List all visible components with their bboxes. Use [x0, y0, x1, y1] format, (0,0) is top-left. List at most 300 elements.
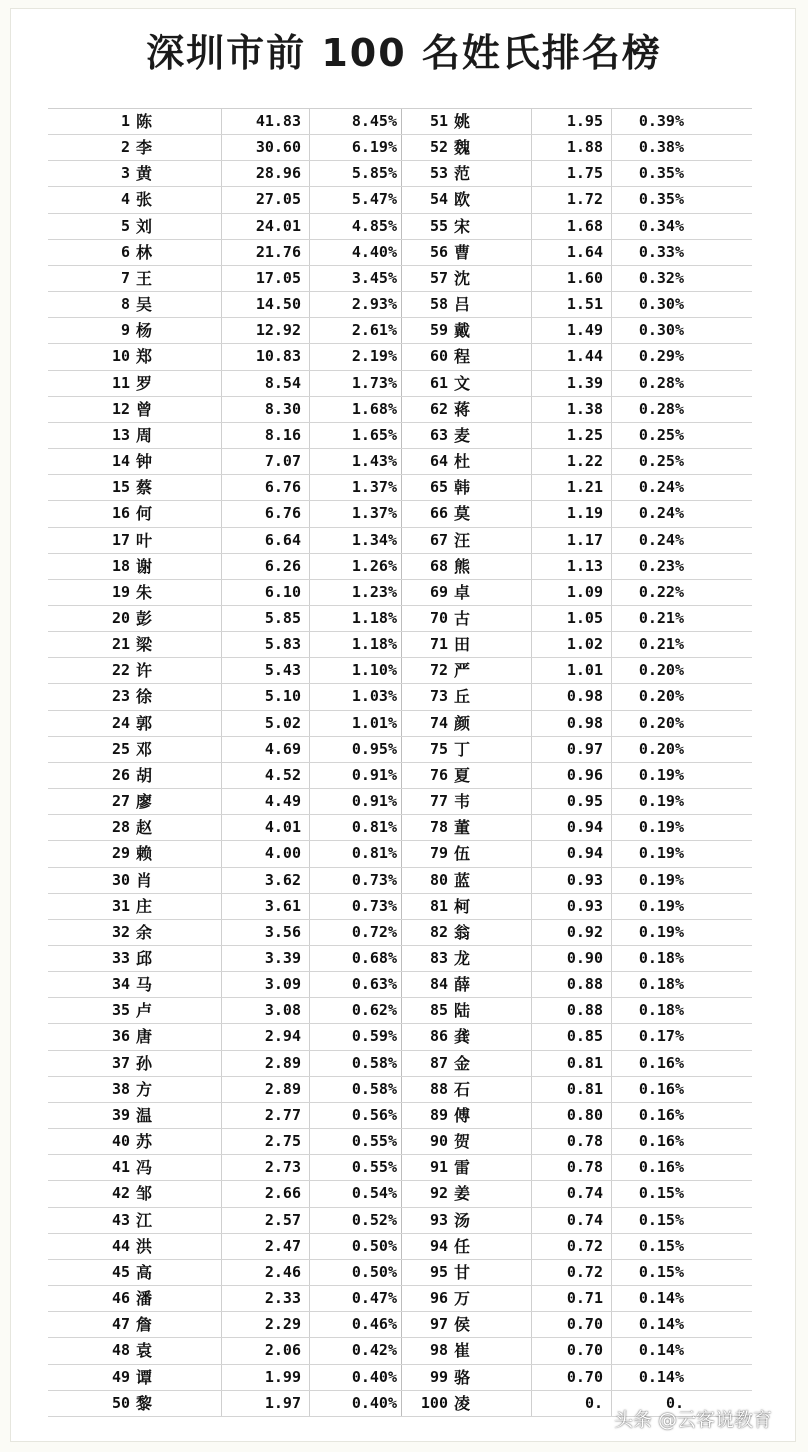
percent-cell: 0.20%	[638, 687, 684, 706]
count-cell: 12.92	[222, 318, 310, 343]
percent-cell: 0.21%	[638, 635, 684, 654]
surname-cell: 伍	[452, 841, 532, 866]
surname-cell: 马	[134, 972, 222, 997]
surname-cell: 黄	[134, 161, 222, 186]
count-cell: 0.81	[532, 1051, 612, 1076]
surname-cell: 肖	[134, 868, 222, 893]
percent-cell: 0.16%	[638, 1158, 684, 1177]
rank-cell: 78	[429, 818, 448, 837]
percent-cell: 0.20%	[638, 739, 684, 758]
table-row	[48, 894, 752, 920]
rank-cell: 86	[429, 1027, 448, 1046]
count-cell: 4.49	[222, 789, 310, 814]
table-row	[48, 1155, 752, 1181]
table-row	[48, 658, 752, 684]
rank-cell: 15	[111, 478, 130, 497]
surname-cell: 朱	[134, 580, 222, 605]
percent-cell: 0.16%	[638, 1132, 684, 1151]
rank-cell: 75	[429, 739, 448, 758]
surname-cell: 洪	[134, 1234, 222, 1259]
table-row	[48, 109, 752, 135]
table-row	[48, 1260, 752, 1286]
surname-cell: 彭	[134, 606, 222, 631]
count-cell: 5.02	[222, 711, 310, 736]
table-row	[48, 920, 752, 946]
percent-cell: 0.30%	[638, 321, 684, 340]
count-cell: 1.17	[532, 528, 612, 553]
percent-cell: 0.14%	[638, 1315, 684, 1334]
percent-cell: 0.63%	[310, 972, 402, 997]
table-row	[48, 763, 752, 789]
table-row	[48, 240, 752, 266]
rank-cell: 35	[111, 1001, 130, 1020]
percent-cell: 0.47%	[310, 1286, 402, 1311]
count-cell: 6.76	[222, 501, 310, 526]
surname-cell: 潘	[134, 1286, 222, 1311]
percent-cell: 0.38%	[638, 138, 684, 157]
rank-cell: 81	[429, 896, 448, 915]
table-row	[48, 632, 752, 658]
rank-cell: 76	[429, 765, 448, 784]
count-cell: 1.02	[532, 632, 612, 657]
surname-cell: 庄	[134, 894, 222, 919]
rank-cell: 6	[120, 242, 130, 261]
rank-cell: 66	[429, 504, 448, 523]
table-row	[48, 998, 752, 1024]
percent-cell: 4.40%	[310, 240, 402, 265]
count-cell: 14.50	[222, 292, 310, 317]
surname-cell: 黎	[134, 1391, 222, 1416]
rank-cell: 38	[111, 1079, 130, 1098]
surname-cell: 古	[452, 606, 532, 631]
surname-cell: 丁	[452, 737, 532, 762]
surname-cell: 张	[134, 187, 222, 212]
count-cell: 1.88	[532, 135, 612, 160]
surname-cell: 孙	[134, 1051, 222, 1076]
rank-cell: 17	[111, 530, 130, 549]
percent-cell: 1.43%	[310, 449, 402, 474]
count-cell: 1.19	[532, 501, 612, 526]
percent-cell: 0.33%	[638, 242, 684, 261]
rank-cell: 82	[429, 922, 448, 941]
rank-cell: 96	[429, 1289, 448, 1308]
count-cell: 3.62	[222, 868, 310, 893]
surname-cell: 高	[134, 1260, 222, 1285]
table-row	[48, 554, 752, 580]
table-row	[48, 684, 752, 710]
rank-cell: 20	[111, 608, 130, 627]
percent-cell: 0.91%	[310, 789, 402, 814]
surname-cell: 魏	[452, 135, 532, 160]
percent-cell: 2.19%	[310, 344, 402, 369]
count-cell: 2.73	[222, 1155, 310, 1180]
rank-cell: 28	[111, 818, 130, 837]
count-cell: 5.83	[222, 632, 310, 657]
percent-cell: 0.81%	[310, 815, 402, 840]
percent-cell: 0.17%	[638, 1027, 684, 1046]
rank-cell: 50	[111, 1393, 130, 1412]
rank-cell: 70	[429, 608, 448, 627]
rank-cell: 45	[111, 1262, 130, 1281]
count-cell: 0.93	[532, 868, 612, 893]
surname-cell: 邱	[134, 946, 222, 971]
percent-cell: 0.25%	[638, 425, 684, 444]
percent-cell: 0.29%	[638, 347, 684, 366]
surname-cell: 温	[134, 1103, 222, 1128]
table-row	[48, 1077, 752, 1103]
table-row	[48, 318, 752, 344]
percent-cell: 0.16%	[638, 1105, 684, 1124]
table-row	[48, 972, 752, 998]
surname-cell: 崔	[452, 1338, 532, 1363]
surname-cell: 任	[452, 1234, 532, 1259]
percent-cell: 6.19%	[310, 135, 402, 160]
count-cell: 1.05	[532, 606, 612, 631]
table-row	[48, 841, 752, 867]
count-cell: 2.57	[222, 1208, 310, 1233]
rank-cell: 32	[111, 922, 130, 941]
count-cell: 1.64	[532, 240, 612, 265]
percent-cell: 0.81%	[310, 841, 402, 866]
rank-cell: 73	[429, 687, 448, 706]
percent-cell: 0.18%	[638, 949, 684, 967]
percent-cell: 0.21%	[638, 608, 684, 627]
table-row	[48, 135, 752, 161]
percent-cell: 8.45%	[310, 109, 402, 134]
percent-cell: 0.14%	[638, 1367, 684, 1386]
surname-cell: 冯	[134, 1155, 222, 1180]
rank-cell: 5	[120, 216, 130, 235]
percent-cell: 0.73%	[310, 894, 402, 919]
surname-cell: 叶	[134, 528, 222, 553]
table-row	[48, 397, 752, 423]
rank-cell: 27	[111, 792, 130, 811]
count-cell: 4.00	[222, 841, 310, 866]
surname-cell: 丘	[452, 684, 532, 709]
count-cell: 24.01	[222, 214, 310, 239]
surname-cell: 梁	[134, 632, 222, 657]
percent-cell: 0.50%	[310, 1234, 402, 1259]
count-cell: 1.09	[532, 580, 612, 605]
rank-cell: 100	[420, 1393, 448, 1412]
percent-cell: 0.50%	[310, 1260, 402, 1285]
count-cell: 0.74	[532, 1181, 612, 1206]
rank-cell: 24	[111, 713, 130, 732]
rank-cell: 91	[429, 1158, 448, 1177]
surname-cell: 卢	[134, 998, 222, 1023]
table-row	[48, 1365, 752, 1391]
percent-cell: 0.15%	[638, 1210, 684, 1229]
surname-cell: 詹	[134, 1312, 222, 1337]
surname-cell: 蔡	[134, 475, 222, 500]
surname-cell: 金	[452, 1051, 532, 1076]
count-cell: 0.85	[532, 1024, 612, 1049]
table-row	[48, 737, 752, 763]
rank-cell: 1	[120, 112, 130, 130]
rank-cell: 74	[429, 713, 448, 732]
table-row	[48, 711, 752, 737]
surname-cell: 谢	[134, 554, 222, 579]
surname-cell: 谭	[134, 1365, 222, 1390]
rank-cell: 4	[120, 190, 130, 209]
surname-cell: 杜	[452, 449, 532, 474]
count-cell: 0.70	[532, 1312, 612, 1337]
rank-cell: 51	[429, 112, 448, 130]
rank-cell: 63	[429, 425, 448, 444]
count-cell: 1.49	[532, 318, 612, 343]
rank-cell: 9	[120, 321, 130, 340]
count-cell: 0.78	[532, 1129, 612, 1154]
surname-cell: 江	[134, 1208, 222, 1233]
rank-cell: 3	[120, 164, 130, 183]
count-cell: 3.39	[222, 946, 310, 971]
rank-cell: 7	[120, 268, 130, 287]
surname-cell: 钟	[134, 449, 222, 474]
rank-cell: 8	[120, 295, 130, 314]
count-cell: 0.98	[532, 711, 612, 736]
count-cell: 41.83	[222, 109, 310, 134]
surname-cell: 何	[134, 501, 222, 526]
count-cell: 2.33	[222, 1286, 310, 1311]
rank-cell: 26	[111, 765, 130, 784]
count-cell: 2.06	[222, 1338, 310, 1363]
table-row	[48, 475, 752, 501]
percent-cell: 1.03%	[310, 684, 402, 709]
count-cell: 1.21	[532, 475, 612, 500]
rank-cell: 67	[429, 530, 448, 549]
surname-cell: 杨	[134, 318, 222, 343]
rank-cell: 99	[429, 1367, 448, 1386]
rank-cell: 88	[429, 1079, 448, 1098]
count-cell: 0.80	[532, 1103, 612, 1128]
surname-cell: 徐	[134, 684, 222, 709]
percent-cell: 0.23%	[638, 556, 684, 575]
surname-cell: 侯	[452, 1312, 532, 1337]
percent-cell: 0.52%	[310, 1208, 402, 1233]
surname-cell: 赵	[134, 815, 222, 840]
count-cell: 2.66	[222, 1181, 310, 1206]
rank-cell: 42	[111, 1184, 130, 1203]
percent-cell: 0.91%	[310, 763, 402, 788]
count-cell: 1.01	[532, 658, 612, 683]
rank-cell: 89	[429, 1105, 448, 1124]
percent-cell: 0.35%	[638, 164, 684, 183]
surname-cell: 王	[134, 266, 222, 291]
surname-cell: 石	[452, 1077, 532, 1102]
count-cell: 0.78	[532, 1155, 612, 1180]
rank-cell: 56	[429, 242, 448, 261]
percent-cell: 0.46%	[310, 1312, 402, 1337]
surname-cell: 罗	[134, 371, 222, 396]
percent-cell: 0.28%	[638, 373, 684, 392]
count-cell: 0.88	[532, 972, 612, 997]
count-cell: 1.44	[532, 344, 612, 369]
count-cell: 0.71	[532, 1286, 612, 1311]
percent-cell: 1.73%	[310, 371, 402, 396]
surname-cell: 胡	[134, 763, 222, 788]
rank-cell: 53	[429, 164, 448, 183]
count-cell: 0.88	[532, 998, 612, 1023]
surname-cell: 欧	[452, 187, 532, 212]
percent-cell: 0.18%	[638, 975, 684, 994]
surname-cell: 廖	[134, 789, 222, 814]
percent-cell: 0.22%	[638, 582, 684, 601]
table-row	[48, 214, 752, 240]
surname-cell: 陈	[134, 109, 222, 134]
rank-cell: 47	[111, 1315, 130, 1334]
table-row	[48, 344, 752, 370]
count-cell: 2.47	[222, 1234, 310, 1259]
count-cell: 0.98	[532, 684, 612, 709]
count-cell: 1.95	[532, 109, 612, 134]
count-cell: 4.01	[222, 815, 310, 840]
rank-cell: 30	[111, 870, 130, 889]
rank-cell: 12	[111, 399, 130, 418]
percent-cell: 1.68%	[310, 397, 402, 422]
percent-cell: 0.55%	[310, 1155, 402, 1180]
count-cell: 6.76	[222, 475, 310, 500]
rank-cell: 19	[111, 582, 130, 601]
count-cell: 0.74	[532, 1208, 612, 1233]
surname-cell: 郭	[134, 711, 222, 736]
count-cell: 2.94	[222, 1024, 310, 1049]
rank-cell: 11	[111, 373, 130, 392]
rank-cell: 93	[429, 1210, 448, 1229]
table-row	[48, 187, 752, 213]
percent-cell: 0.95%	[310, 737, 402, 762]
rank-cell: 83	[429, 949, 448, 967]
surname-cell: 宋	[452, 214, 532, 239]
count-cell: 0.97	[532, 737, 612, 762]
percent-cell: 0.14%	[638, 1289, 684, 1308]
percent-cell: 3.45%	[310, 266, 402, 291]
surname-cell: 曾	[134, 397, 222, 422]
percent-cell: 5.85%	[310, 161, 402, 186]
surname-cell: 董	[452, 815, 532, 840]
percent-cell: 2.93%	[310, 292, 402, 317]
count-cell: 27.05	[222, 187, 310, 212]
percent-cell: 0.24%	[638, 504, 684, 523]
count-cell: 1.97	[222, 1391, 310, 1416]
surname-cell: 陆	[452, 998, 532, 1023]
surname-cell: 邓	[134, 737, 222, 762]
percent-cell: 0.19%	[638, 818, 684, 837]
percent-cell: 1.01%	[310, 711, 402, 736]
table-row	[48, 1181, 752, 1207]
count-cell: 6.10	[222, 580, 310, 605]
rank-cell: 48	[111, 1341, 130, 1360]
surname-cell: 邹	[134, 1181, 222, 1206]
count-cell: 28.96	[222, 161, 310, 186]
count-cell: 6.26	[222, 554, 310, 579]
rank-cell: 39	[111, 1105, 130, 1124]
table-row	[48, 580, 752, 606]
percent-cell: 0.20%	[638, 713, 684, 732]
rank-cell: 25	[111, 739, 130, 758]
surname-cell: 龙	[452, 946, 532, 971]
percent-cell: 0.30%	[638, 295, 684, 314]
percent-cell: 0.39%	[638, 112, 684, 130]
count-cell: 2.77	[222, 1103, 310, 1128]
percent-cell: 0.24%	[638, 478, 684, 497]
rank-cell: 64	[429, 452, 448, 471]
table-row	[48, 946, 752, 972]
rank-cell: 68	[429, 556, 448, 575]
rank-cell: 16	[111, 504, 130, 523]
rank-cell: 52	[429, 138, 448, 157]
rank-cell: 77	[429, 792, 448, 811]
rank-cell: 69	[429, 582, 448, 601]
table-row	[48, 292, 752, 318]
table-row	[48, 1051, 752, 1077]
surname-cell: 赖	[134, 841, 222, 866]
count-cell: 5.85	[222, 606, 310, 631]
count-cell: 2.89	[222, 1051, 310, 1076]
rank-cell: 37	[111, 1053, 130, 1072]
surname-cell: 苏	[134, 1129, 222, 1154]
rank-cell: 44	[111, 1236, 130, 1255]
table-row	[48, 606, 752, 632]
percent-cell: 0.19%	[638, 922, 684, 941]
rank-cell: 57	[429, 268, 448, 287]
surname-cell: 傅	[452, 1103, 532, 1128]
rank-cell: 2	[120, 138, 130, 157]
rank-cell: 97	[429, 1315, 448, 1334]
rank-cell: 95	[429, 1262, 448, 1281]
surname-cell: 沈	[452, 266, 532, 291]
percent-cell: 0.35%	[638, 190, 684, 209]
surname-cell: 薛	[452, 972, 532, 997]
surname-cell: 唐	[134, 1024, 222, 1049]
rank-cell: 85	[429, 1001, 448, 1020]
percent-cell: 0.34%	[638, 216, 684, 235]
count-cell: 3.56	[222, 920, 310, 945]
percent-cell: 0.	[665, 1393, 684, 1412]
count-cell: 2.29	[222, 1312, 310, 1337]
count-cell: 0.93	[532, 894, 612, 919]
rank-cell: 90	[429, 1132, 448, 1151]
rank-cell: 46	[111, 1289, 130, 1308]
percent-cell: 0.68%	[310, 946, 402, 971]
surname-cell: 甘	[452, 1260, 532, 1285]
count-cell: 8.16	[222, 423, 310, 448]
count-cell: 1.25	[532, 423, 612, 448]
rank-cell: 65	[429, 478, 448, 497]
surname-cell: 凌	[452, 1391, 532, 1416]
percent-cell: 0.56%	[310, 1103, 402, 1128]
surname-cell: 余	[134, 920, 222, 945]
surname-cell: 万	[452, 1286, 532, 1311]
percent-cell: 0.15%	[638, 1236, 684, 1255]
table-row	[48, 1103, 752, 1129]
percent-cell: 2.61%	[310, 318, 402, 343]
table-row	[48, 501, 752, 527]
surname-cell: 骆	[452, 1365, 532, 1390]
page-title: 深圳市前 100 名姓氏排名榜	[146, 31, 662, 75]
rank-cell: 36	[111, 1027, 130, 1046]
rank-cell: 49	[111, 1367, 130, 1386]
rank-cell: 41	[111, 1158, 130, 1177]
rank-cell: 87	[429, 1053, 448, 1072]
surname-ranking-table	[48, 108, 752, 1417]
count-cell: 1.99	[222, 1365, 310, 1390]
percent-cell: 0.40%	[310, 1365, 402, 1390]
rank-cell: 23	[111, 687, 130, 706]
rank-cell: 13	[111, 425, 130, 444]
table-row	[48, 815, 752, 841]
count-cell: 8.54	[222, 371, 310, 396]
percent-cell: 0.55%	[310, 1129, 402, 1154]
